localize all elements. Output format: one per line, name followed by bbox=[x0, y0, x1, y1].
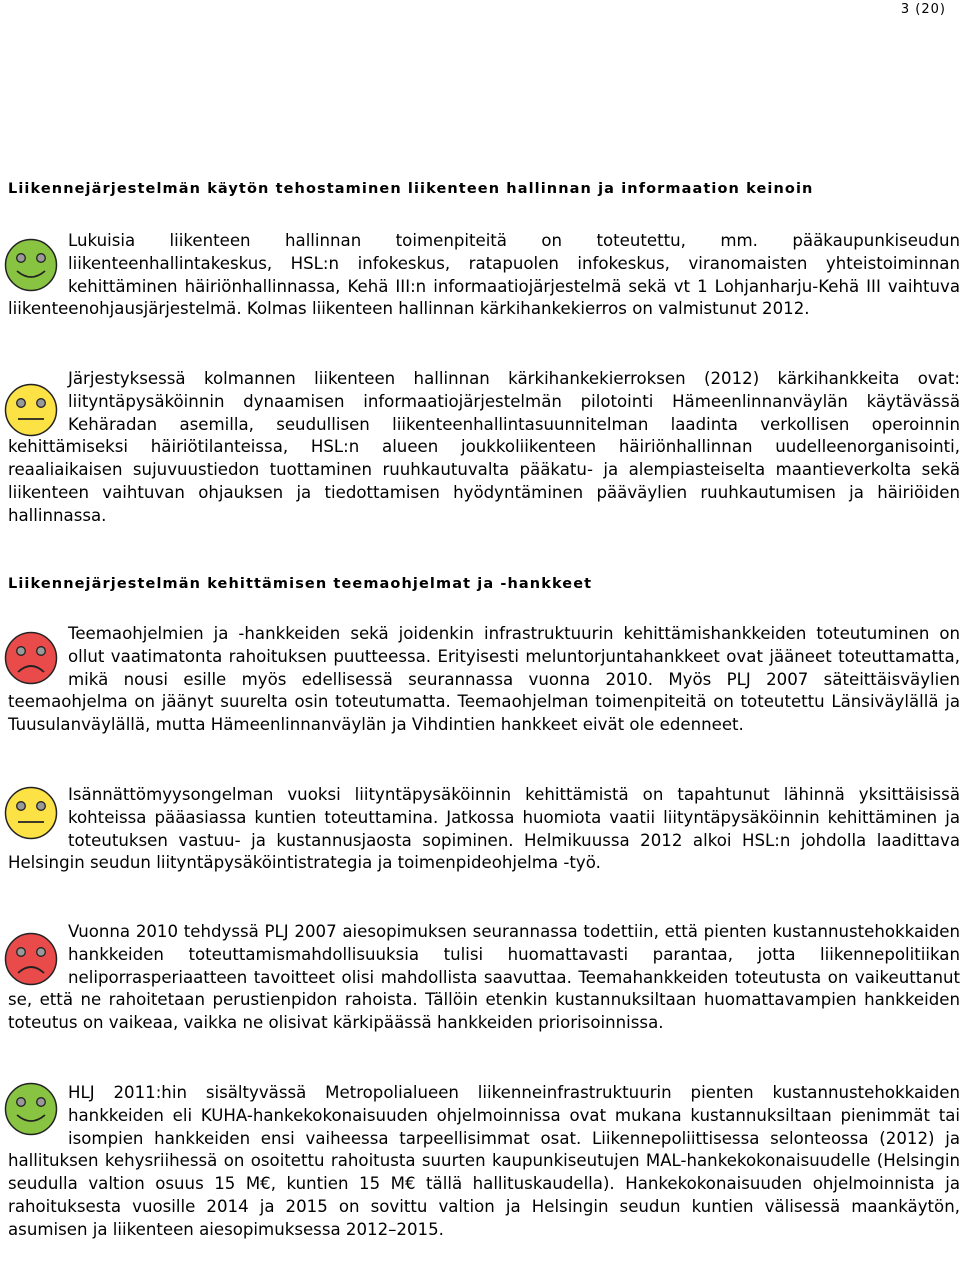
page-number: 3 (20) bbox=[900, 2, 946, 17]
paragraph-kuha-mal-funding: HLJ 2011:hin sisältyvässä Metropolialueen liikenneinfrastruktuurin pienten kustannustehokkaiden hankkeiden eli KUHA-hankekokonaisuuden ohjelmoinnissa ovat mukana kustannuksiltaan pienimmät tai isompien hankkeiden ensi vaiheessa tarpeellisimmat osat. Liikennepoliittisessa selonteossa (2012) ja hallituksen kehysriihessä on osoitettu rahoitusta suurten kaupunkiseutujen MAL-hankekokonaisuudelle (Helsingin seudulla valtion osuus 15 M€, kuntien 15 M€ tällä hallituskaudella). Hankekokonaisuuden ohjelmoinnista ja rahoituksesta vuosille 2014 ja 2015 on sovittu valtion ja Helsingin seudun kuntien välisessä maankäytön, asumisen ja liikenteen aiesopimuksessa 2012–2015. bbox=[8, 1083, 960, 1239]
paragraph-theme-program-funding: Teemaohjelmien ja -hankkeiden sekä joidenkin infrastruktuurin kehittämishankkeiden toteutuminen on ollut vaatimatonta rahoituksen puutteessa. Erityisesti meluntorjuntahankkeet ovat jääneet toteuttamatta, mikä nousi esille myös edellisessä seurannassa vuonna 2010. Myös PLJ 2007 säteittäisväylien teemaohjelma on jäänyt suurelta osin toteutumatta. Teemaohjelman toimenpiteitä on toteutettu Länsiväylällä ja Tuusulanväylällä, mutta Hämeenlinnanväylän ja Vihdintien hankkeet eivät ole edenneet. bbox=[8, 624, 960, 735]
paragraph-small-projects-followup: Vuonna 2010 tehdyssä PLJ 2007 aiesopimuksen seurannassa todettiin, että pienten kustannustehokkaiden hankkeiden toteuttamismahdollisuuksia tulisi huomattavasti parantaa, jotta liikennepolitiikan neliporrasperiaatteen tavoitteet olisi mahdollista saavuttaa. Teemahankkeiden toteutusta on vaikeuttanut se, että ne rahoitetaan perustienpidon rahoista. Tällöin etenkin kustannuksiltaan huomattavampien hankkeiden toteutus on vaikeaa, vaikka ne olisivat kärkipäässä hankkeiden priorisoinnissa. bbox=[8, 922, 960, 1033]
paragraph-park-and-ride: Isännättömyysongelman vuoksi liityntäpysäköinnin kehittämistä on tapahtunut lähinnä yksittäisissä kohteissa pääasiassa kuntien toteuttamina. Jatkossa huomiota vaatii liityntäpysäköinnin kehittäminen ja toteutuksen vastuu- ja kustannusjaosta sopiminen. Helmikuussa 2012 alkoi HSL:n johdolla laadittava Helsingin seudun liityntäpysäköintistrategia ja toimenpideohjelma -työ. bbox=[8, 785, 960, 873]
section-heading-traffic-management: Liikennejärjestelmän käytön tehostaminen liikenteen hallinnan ja informaation keinoin bbox=[8, 181, 814, 197]
paragraph-third-round-projects: Järjestyksessä kolmannen liikenteen hallinnan kärkihankekierroksen (2012) kärkihankkeita ovat: liityntäpysäköinnin dynaamisen informaatiojärjestelmän pilotointi Hämeenlinnanväylän käytävässä Kehäradan asemilla, seudullisen liikenteenhallintasuunnitelman laadinta verkollisen operoinnin kehittämiseksi häiriötilanteissa, HSL:n alueen joukkoliikenteen häiriönhallinnan uudelleenorganisointi, reaaliaikaisen sujuvuustiedon tuottaminen ruuhkautuvalta pääkatu- ja alempiasteiselta maantieverkolta sekä liikenteen vaihtuvan ohjauksen ja tiedottamisen hyödyntäminen pääväylien ruuhkautumisen ja häiriöiden hallinnassa. bbox=[8, 369, 960, 525]
paragraph-traffic-management-measures: Lukuisia liikenteen hallinnan toimenpiteitä on toteutettu, mm. pääkaupunkiseudun liikenteenhallintakeskus, HSL:n infokeskus, ratapuolen infokeskus, viranomaisten yhteistoiminnan kehittäminen häiriönhallinnassa, Kehä III:n informaatiojärjestelmä sekä vt 1 Lohjanharju-Kehä III vaihtuva liikenteenohjausjärjestelmä. Kolmas liikenteen hallinnan kärkihankekierros on valmistunut 2012. bbox=[8, 231, 960, 319]
section-heading-theme-programs: Liikennejärjestelmän kehittämisen teemaohjelmat ja -hankkeet bbox=[8, 576, 593, 592]
